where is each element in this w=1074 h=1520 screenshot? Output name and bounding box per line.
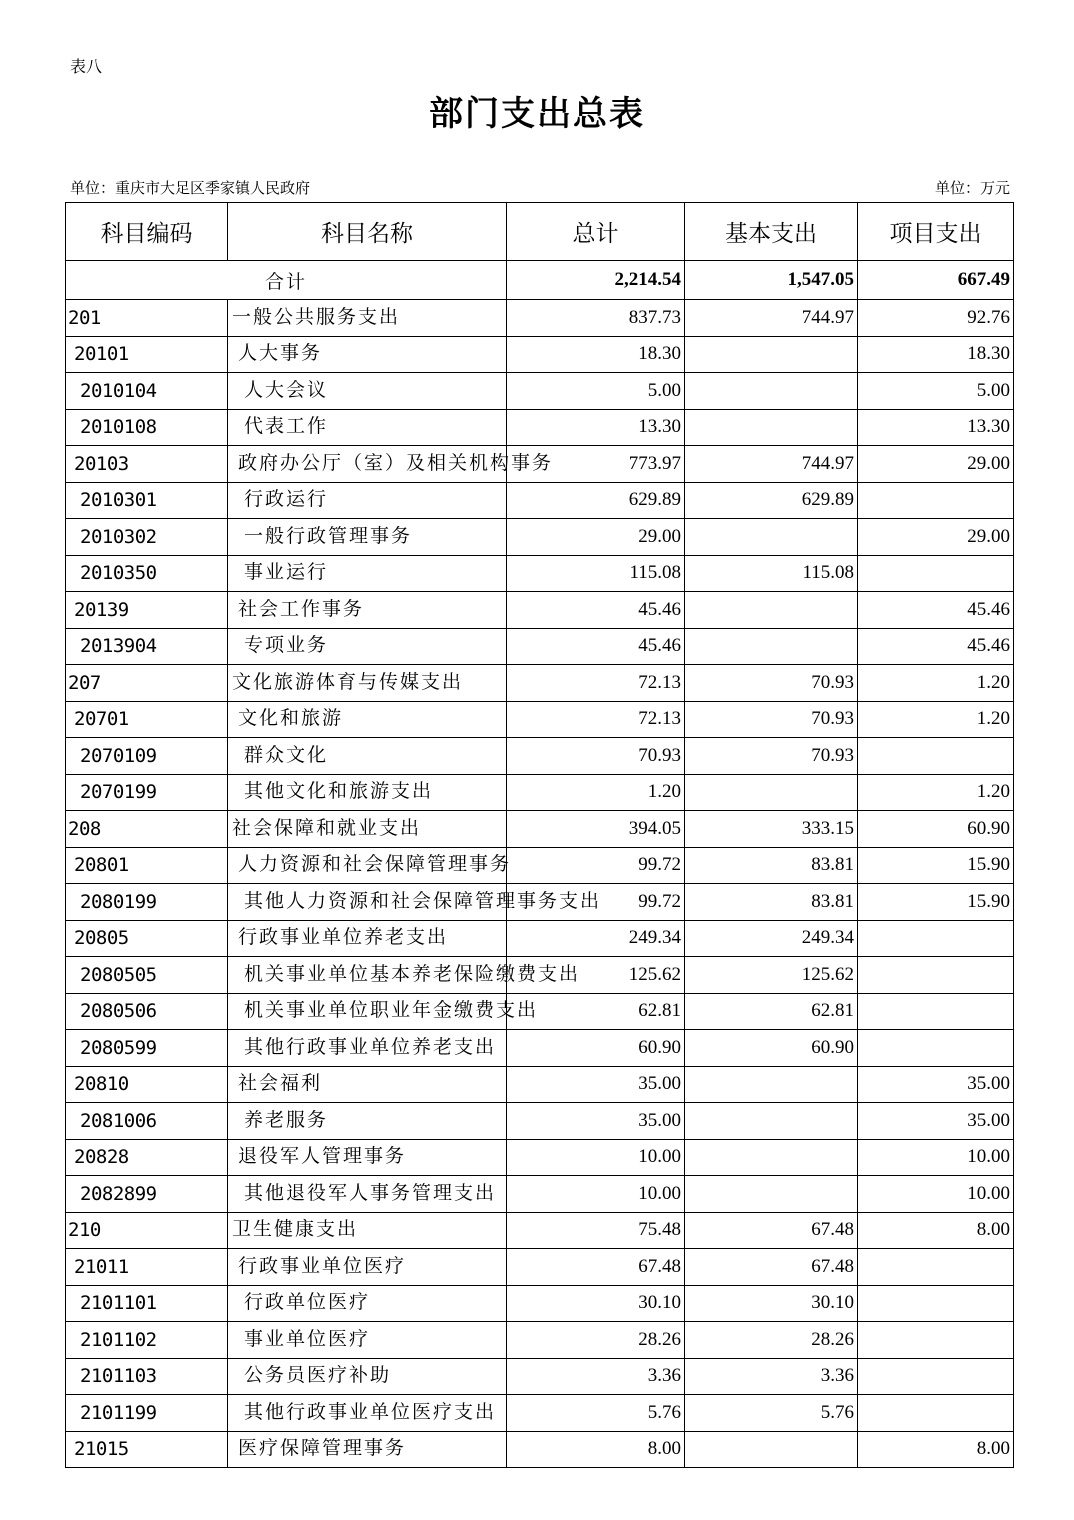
row-name: 事业单位医疗	[244, 1327, 371, 1350]
table-row	[66, 738, 1014, 775]
table-row	[66, 1358, 1014, 1395]
row-name: 行政单位医疗	[244, 1291, 371, 1314]
table-row	[66, 957, 1014, 994]
row-project: 29.00	[858, 519, 1014, 556]
row-name-cell	[228, 1395, 507, 1432]
table-row	[66, 665, 1014, 702]
row-total: 99.72	[507, 884, 685, 921]
row-basic: 67.48	[685, 1212, 858, 1249]
table-row	[66, 1285, 1014, 1322]
row-total: 29.00	[507, 519, 685, 556]
header-basic: 基本支出	[685, 203, 858, 261]
row-total: 5.76	[507, 1395, 685, 1432]
table-row	[66, 920, 1014, 957]
row-name-cell	[228, 1139, 507, 1176]
row-total: 5.00	[507, 373, 685, 410]
row-code: 2010350	[66, 555, 228, 592]
row-basic	[685, 519, 858, 556]
row-name-cell	[228, 665, 507, 702]
row-name-cell	[228, 1285, 507, 1322]
row-name: 代表工作	[244, 415, 329, 438]
table-row	[66, 628, 1014, 665]
row-total: 837.73	[507, 300, 685, 337]
row-code: 20810	[66, 1066, 228, 1103]
row-total: 115.08	[507, 555, 685, 592]
row-basic	[685, 1176, 858, 1213]
row-project: 1.20	[858, 665, 1014, 702]
row-basic	[685, 774, 858, 811]
row-code: 2070199	[66, 774, 228, 811]
row-name-cell	[228, 592, 507, 629]
row-basic	[685, 373, 858, 410]
row-total: 773.97	[507, 446, 685, 483]
row-name: 文化旅游体育与传媒支出	[232, 670, 464, 693]
table-row	[66, 1249, 1014, 1286]
row-project: 1.20	[858, 774, 1014, 811]
row-name: 其他人力资源和社会保障管理事务支出	[244, 889, 602, 912]
row-name: 一般公共服务支出	[232, 305, 401, 328]
row-name: 其他行政事业单位养老支出	[244, 1035, 497, 1058]
row-name-cell	[228, 1431, 507, 1468]
row-code: 201	[66, 300, 228, 337]
row-total: 99.72	[507, 847, 685, 884]
row-name-cell	[228, 1066, 507, 1103]
row-name-cell	[228, 811, 507, 848]
row-name: 行政事业单位养老支出	[238, 926, 449, 949]
row-total: 3.36	[507, 1358, 685, 1395]
row-total: 394.05	[507, 811, 685, 848]
row-project: 60.90	[858, 811, 1014, 848]
row-project	[858, 555, 1014, 592]
row-basic: 67.48	[685, 1249, 858, 1286]
table-number-label: 表八	[70, 57, 103, 76]
row-total: 30.10	[507, 1285, 685, 1322]
row-name-cell	[228, 482, 507, 519]
row-code: 21015	[66, 1431, 228, 1468]
row-name: 专项业务	[244, 634, 329, 657]
row-code: 210	[66, 1212, 228, 1249]
row-name: 行政事业单位医疗	[238, 1254, 407, 1277]
row-code: 2080506	[66, 993, 228, 1030]
row-basic	[685, 592, 858, 629]
row-basic: 333.15	[685, 811, 858, 848]
row-project	[858, 920, 1014, 957]
row-code: 207	[66, 665, 228, 702]
table-row	[66, 1139, 1014, 1176]
row-name-cell	[228, 1322, 507, 1359]
row-name-cell	[228, 1212, 507, 1249]
row-name-cell	[228, 701, 507, 738]
row-name: 社会保障和就业支出	[232, 816, 422, 839]
row-name: 事业运行	[244, 561, 329, 584]
row-name-cell	[228, 1176, 507, 1213]
table-row	[66, 409, 1014, 446]
row-basic	[685, 1431, 858, 1468]
row-name: 卫生健康支出	[232, 1218, 359, 1241]
table-row	[66, 373, 1014, 410]
row-total: 125.62	[507, 957, 685, 994]
row-name-cell	[228, 774, 507, 811]
row-code: 20701	[66, 701, 228, 738]
row-basic	[685, 1066, 858, 1103]
row-code: 2081006	[66, 1103, 228, 1140]
table-row	[66, 482, 1014, 519]
row-total: 28.26	[507, 1322, 685, 1359]
row-total: 75.48	[507, 1212, 685, 1249]
table-row	[66, 555, 1014, 592]
row-code: 20805	[66, 920, 228, 957]
row-basic: 83.81	[685, 847, 858, 884]
table-row	[66, 1322, 1014, 1359]
row-total: 62.81	[507, 993, 685, 1030]
row-basic: 83.81	[685, 884, 858, 921]
row-name: 其他行政事业单位医疗支出	[244, 1400, 497, 1423]
row-total: 67.48	[507, 1249, 685, 1286]
row-project: 29.00	[858, 446, 1014, 483]
row-name: 人大会议	[244, 378, 329, 401]
row-project: 1.20	[858, 701, 1014, 738]
header-project: 项目支出	[858, 203, 1014, 261]
row-code: 2080599	[66, 1030, 228, 1067]
row-code: 20101	[66, 336, 228, 373]
row-project: 18.30	[858, 336, 1014, 373]
table-row	[66, 519, 1014, 556]
table-row	[66, 847, 1014, 884]
row-name-cell	[228, 1358, 507, 1395]
row-project	[858, 1322, 1014, 1359]
row-name-cell	[228, 555, 507, 592]
row-basic: 249.34	[685, 920, 858, 957]
table-row	[66, 774, 1014, 811]
row-total: 249.34	[507, 920, 685, 957]
page-title: 部门支出总表	[429, 94, 645, 134]
row-project: 15.90	[858, 884, 1014, 921]
row-code: 2010302	[66, 519, 228, 556]
row-basic: 28.26	[685, 1322, 858, 1359]
row-code: 20828	[66, 1139, 228, 1176]
row-name: 机关事业单位职业年金缴费支出	[244, 999, 539, 1022]
table-row	[66, 1103, 1014, 1140]
table-row	[66, 446, 1014, 483]
row-name-cell	[228, 446, 554, 483]
table-row	[66, 592, 1014, 629]
row-code: 2101103	[66, 1358, 228, 1395]
row-project	[858, 993, 1014, 1030]
row-name: 行政运行	[244, 488, 329, 511]
row-code: 20139	[66, 592, 228, 629]
table-row	[66, 1431, 1014, 1468]
row-project	[858, 957, 1014, 994]
row-total: 629.89	[507, 482, 685, 519]
row-name-cell	[228, 300, 507, 337]
row-name: 机关事业单位基本养老保险缴费支出	[244, 962, 581, 985]
row-total: 18.30	[507, 336, 685, 373]
row-name: 社会工作事务	[238, 597, 365, 620]
table-row	[66, 1395, 1014, 1432]
row-name: 其他文化和旅游支出	[244, 780, 434, 803]
row-total: 10.00	[507, 1176, 685, 1213]
row-project: 5.00	[858, 373, 1014, 410]
table-row	[66, 1066, 1014, 1103]
row-name: 政府办公厅（室）及相关机构事务	[238, 451, 554, 474]
row-code: 2082899	[66, 1176, 228, 1213]
row-code: 2010104	[66, 373, 228, 410]
header-row	[66, 203, 1014, 261]
row-name: 其他退役军人事务管理支出	[244, 1181, 497, 1204]
table-row	[66, 300, 1014, 337]
row-basic: 60.90	[685, 1030, 858, 1067]
row-basic: 62.81	[685, 993, 858, 1030]
row-total: 8.00	[507, 1431, 685, 1468]
row-project: 8.00	[858, 1212, 1014, 1249]
total-basic: 1,547.05	[685, 261, 858, 300]
row-name: 社会福利	[238, 1072, 323, 1095]
row-project: 35.00	[858, 1103, 1014, 1140]
row-name: 医疗保障管理事务	[238, 1437, 407, 1460]
row-total: 13.30	[507, 409, 685, 446]
row-total: 60.90	[507, 1030, 685, 1067]
row-code: 2080199	[66, 884, 228, 921]
table-row	[66, 336, 1014, 373]
row-name-cell	[228, 957, 581, 994]
row-code: 208	[66, 811, 228, 848]
row-code: 2101199	[66, 1395, 228, 1432]
total-project: 667.49	[858, 261, 1014, 300]
row-project: 13.30	[858, 409, 1014, 446]
table-row	[66, 1030, 1014, 1067]
row-basic	[685, 409, 858, 446]
row-code: 2070109	[66, 738, 228, 775]
row-basic: 629.89	[685, 482, 858, 519]
table-row	[66, 884, 1014, 921]
row-code: 20103	[66, 446, 228, 483]
row-total: 70.93	[507, 738, 685, 775]
total-row	[66, 261, 1014, 300]
row-code: 2010301	[66, 482, 228, 519]
row-name-cell	[228, 409, 507, 446]
row-basic	[685, 1139, 858, 1176]
row-basic: 125.62	[685, 957, 858, 994]
row-project	[858, 1395, 1014, 1432]
row-project: 45.46	[858, 628, 1014, 665]
row-total: 45.46	[507, 628, 685, 665]
row-project: 15.90	[858, 847, 1014, 884]
expenditure-table	[65, 202, 1014, 1468]
row-total: 72.13	[507, 701, 685, 738]
row-project: 92.76	[858, 300, 1014, 337]
row-name-cell	[228, 373, 507, 410]
row-name-cell	[228, 519, 507, 556]
row-total: 10.00	[507, 1139, 685, 1176]
row-basic: 115.08	[685, 555, 858, 592]
row-name: 养老服务	[244, 1108, 329, 1131]
row-total: 72.13	[507, 665, 685, 702]
row-name-cell	[228, 847, 512, 884]
row-basic: 70.93	[685, 738, 858, 775]
table-row	[66, 701, 1014, 738]
unit-currency: 单位：万元	[934, 179, 1010, 197]
row-code: 2080505	[66, 957, 228, 994]
row-basic: 744.97	[685, 300, 858, 337]
row-code: 2101101	[66, 1285, 228, 1322]
row-name: 退役军人管理事务	[238, 1145, 407, 1168]
row-basic: 3.36	[685, 1358, 858, 1395]
table-row	[66, 1212, 1014, 1249]
row-name: 群众文化	[244, 743, 329, 766]
row-project	[858, 482, 1014, 519]
row-project: 35.00	[858, 1066, 1014, 1103]
row-total: 35.00	[507, 1066, 685, 1103]
row-name-cell	[228, 1249, 507, 1286]
row-project	[858, 1285, 1014, 1322]
row-total: 1.20	[507, 774, 685, 811]
row-name-cell	[228, 884, 602, 921]
row-code: 20801	[66, 847, 228, 884]
row-project: 10.00	[858, 1139, 1014, 1176]
row-basic	[685, 1103, 858, 1140]
row-total: 35.00	[507, 1103, 685, 1140]
row-basic: 70.93	[685, 665, 858, 702]
row-name: 公务员医疗补助	[244, 1364, 392, 1387]
header-total: 总计	[507, 203, 685, 261]
row-name: 人力资源和社会保障管理事务	[238, 853, 512, 876]
row-code: 2101102	[66, 1322, 228, 1359]
row-code: 2010108	[66, 409, 228, 446]
row-project: 10.00	[858, 1176, 1014, 1213]
row-name: 文化和旅游	[238, 707, 344, 730]
row-basic: 744.97	[685, 446, 858, 483]
row-name-cell	[228, 628, 507, 665]
row-basic: 70.93	[685, 701, 858, 738]
row-code: 2013904	[66, 628, 228, 665]
row-name-cell	[228, 1103, 507, 1140]
row-name: 一般行政管理事务	[244, 524, 413, 547]
row-name-cell	[228, 1030, 507, 1067]
row-project	[858, 1249, 1014, 1286]
row-project	[858, 1030, 1014, 1067]
header-name: 科目名称	[228, 203, 507, 261]
row-code: 21011	[66, 1249, 228, 1286]
row-name-cell	[228, 920, 507, 957]
total-sum: 2,214.54	[507, 261, 685, 300]
row-basic: 5.76	[685, 1395, 858, 1432]
table-row	[66, 993, 1014, 1030]
row-name-cell	[228, 993, 539, 1030]
row-project	[858, 1358, 1014, 1395]
row-project: 45.46	[858, 592, 1014, 629]
row-name: 人大事务	[238, 342, 323, 365]
row-basic	[685, 628, 858, 665]
row-name-cell	[228, 738, 507, 775]
row-basic	[685, 336, 858, 373]
row-project: 8.00	[858, 1431, 1014, 1468]
row-name-cell	[228, 336, 507, 373]
table-row	[66, 1176, 1014, 1213]
total-label: 合计	[66, 261, 507, 300]
row-project	[858, 738, 1014, 775]
row-total: 45.46	[507, 592, 685, 629]
row-basic: 30.10	[685, 1285, 858, 1322]
unit-organization: 单位：重庆市大足区季家镇人民政府	[70, 179, 311, 197]
table-row	[66, 811, 1014, 848]
header-code: 科目编码	[66, 203, 228, 261]
